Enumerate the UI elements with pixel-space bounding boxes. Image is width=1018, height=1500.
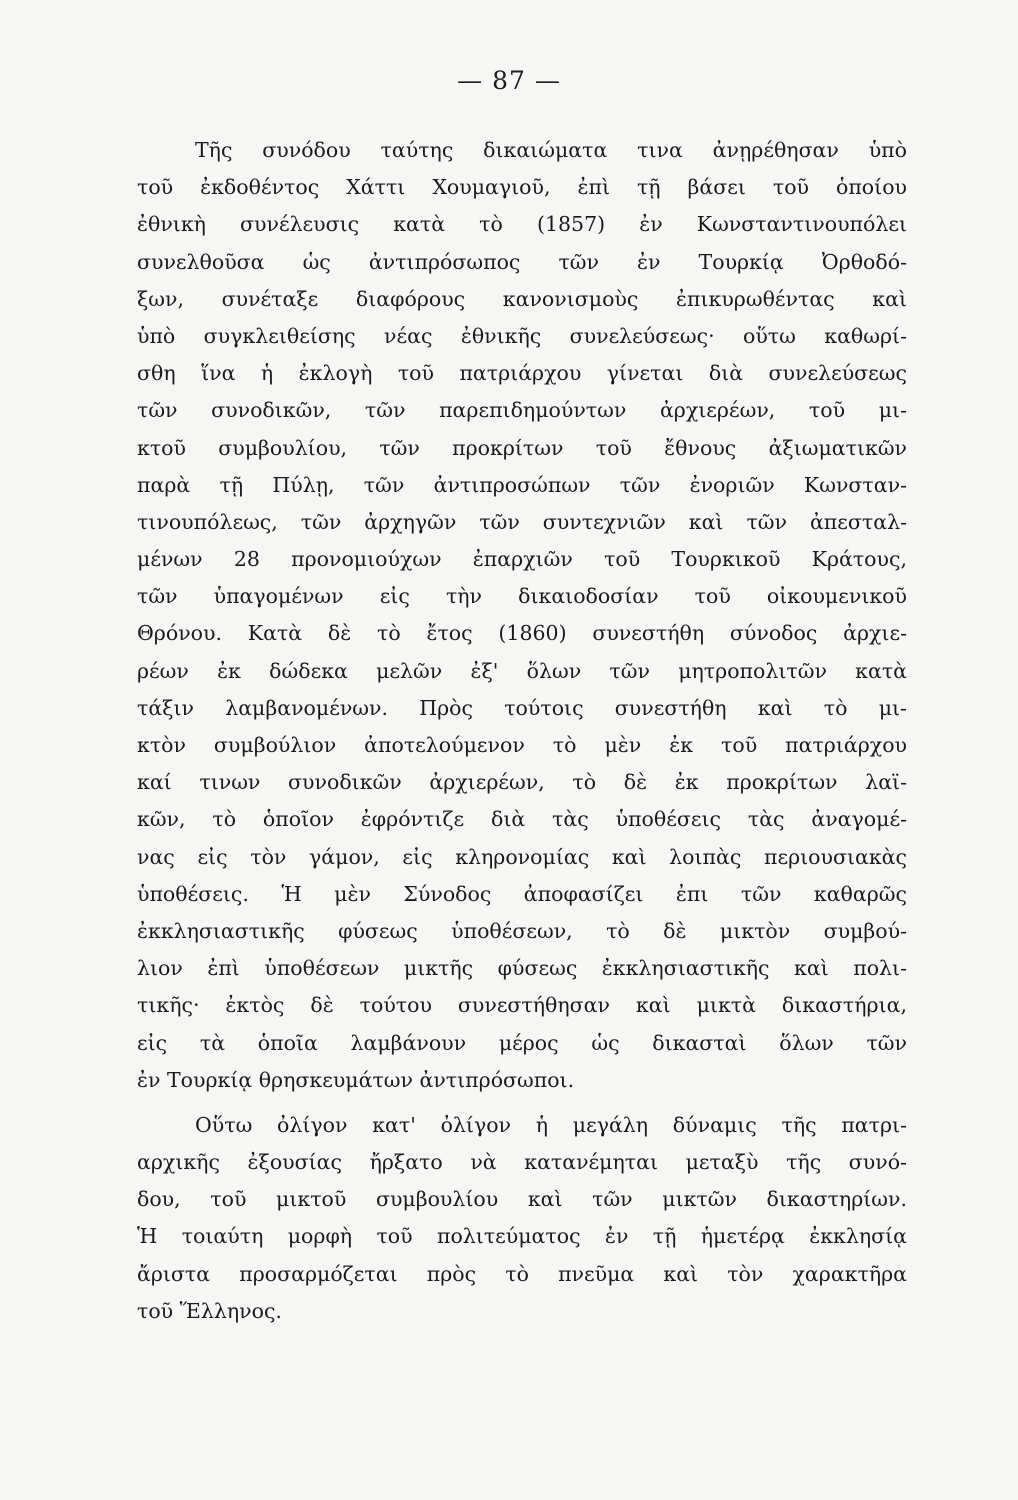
text-line: Θρόνου. Κατὰ δὲ τὸ ἔτος (1860) συνεστήθη σύνοδος ἀρχιε- — [137, 621, 907, 646]
paragraph-gap — [137, 1099, 907, 1107]
text-line: τάξιν λαμβανομένων. Πρὸς τούτοις συνεστήθη καὶ τὸ μι- — [137, 695, 907, 720]
text-line: καί τινων συνοδικῶν ἀρχιερέων, τὸ δὲ ἐκ προκρίτων λαϊ- — [137, 770, 907, 795]
text-line: τῶν συνοδικῶν, τῶν παρεπιδημούντων ἀρχιερέων, τοῦ μι- — [137, 398, 907, 423]
body-text — [137, 132, 907, 1330]
text-line: σθη ἵνα ἡ ἐκλογὴ τοῦ πατριάρχου γίνεται διὰ συνελεύσεως — [137, 361, 907, 386]
text-line: ἄριστα προσαρμόζεται πρὸς τὸ πνεῦμα καὶ τὸν χαρακτῆρα — [137, 1261, 907, 1286]
text-line: ὑποθέσεις. Ἡ μὲν Σύνοδος ἀποφασίζει ἐπι τῶν καθαρῶς — [137, 881, 907, 906]
text-line: ρέων ἐκ δώδεκα μελῶν ἐξ' ὅλων τῶν μητροπολιτῶν κατὰ — [137, 658, 907, 683]
text-line: τοῦ ἐκδοθέντος Χάττι Χουμαγιοῦ, ἐπὶ τῇ βάσει τοῦ ὁποίου — [137, 175, 907, 200]
text-line: Τῆς συνόδου ταύτης δικαιώματα τινα ἀνῃρέθησαν ὑπὸ — [195, 138, 907, 162]
text-line: τῶν ὑπαγομένων εἰς τὴν δικαιοδοσίαν τοῦ οἰκουμενικοῦ — [137, 584, 907, 609]
text-line: κτοῦ συμβουλίου, τῶν προκρίτων τοῦ ἔθνους ἀξιωματικῶν — [137, 435, 907, 460]
text-line: νας εἰς τὸν γάμον, εἰς κληρονομίας καὶ λοιπὰς περιουσιακὰς — [137, 844, 907, 869]
text-line: μένων 28 προνομιούχων ἐπαρχιῶν τοῦ Τουρκικοῦ Κράτους, — [137, 547, 907, 572]
page-number: — 87 — — [457, 66, 561, 95]
paragraph-1 — [137, 132, 907, 1099]
text-line: Ἡ τοιαύτη μορφὴ τοῦ πολιτεύματος ἐν τῇ ἡμετέρᾳ ἐκκλησίᾳ — [137, 1224, 907, 1249]
text-line: παρὰ τῇ Πύλῃ, τῶν ἀντιπροσώπων τῶν ἐνοριῶν Κωνσταν- — [137, 472, 907, 497]
text-line: ἐθνικὴ συνέλευσις κατὰ τὸ (1857) ἐν Κωνσταντινουπόλει — [137, 212, 907, 237]
text-line: δου, τοῦ μικτοῦ συμβουλίου καὶ τῶν μικτῶν δικαστηρίων. — [137, 1187, 907, 1212]
text-line: ἐκκλησιαστικῆς φύσεως ὑποθέσεων, τὸ δὲ μικτὸν συμβού- — [137, 918, 907, 943]
text-line: τινουπόλεως, τῶν ἀρχηγῶν τῶν συντεχνιῶν καὶ τῶν ἀπεσταλ- — [137, 509, 907, 534]
text-line: κτὸν συμβούλιον ἀποτελούμενον τὸ μὲν ἐκ τοῦ πατριάρχου — [137, 733, 907, 757]
text-line: κῶν, τὸ ὁποῖον ἐφρόντιζε διὰ τὰς ὑποθέσεις τὰς ἀναγομέ- — [137, 807, 907, 832]
text-line: εἰς τὰ ὁποῖα λαμβάνουν μέρος ὡς δικασταὶ ὅλων τῶν — [137, 1030, 907, 1055]
text-line: ξων, συνέταξε διαφόρους κανονισμοὺς ἐπικυρωθέντας καὶ — [137, 286, 907, 311]
paragraph-2 — [137, 1107, 907, 1330]
text-line: Οὕτω ὀλίγον κατ' ὀλίγον ἡ μεγάλη δύναμις τῆς πατρι- — [195, 1112, 907, 1137]
text-line: λιον ἐπὶ ὑποθέσεων μικτῆς φύσεως ἐκκλησιαστικῆς καὶ πολι- — [137, 956, 907, 981]
text-line: ἐν Τουρκίᾳ θρησκευμάτων ἀντιπρόσωποι. — [137, 1067, 575, 1092]
text-line: ὑπὸ συγκλειθείσης νέας ἐθνικῆς συνελεύσεως· οὕτω καθωρί- — [137, 323, 907, 348]
text-line: τικῆς· ἐκτὸς δὲ τούτου συνεστήθησαν καὶ μικτὰ δικαστήρια, — [137, 993, 907, 1018]
text-line: συνελθοῦσα ὡς ἀντιπρόσωπος τῶν ἐν Τουρκίᾳ Ὀρθοδό- — [137, 249, 907, 274]
text-line: αρχικῆς ἐξουσίας ἤρξατο νὰ κατανέμηται μεταξὺ τῆς συνό- — [137, 1150, 907, 1175]
text-line: τοῦ Ἕλληνος. — [137, 1298, 282, 1323]
